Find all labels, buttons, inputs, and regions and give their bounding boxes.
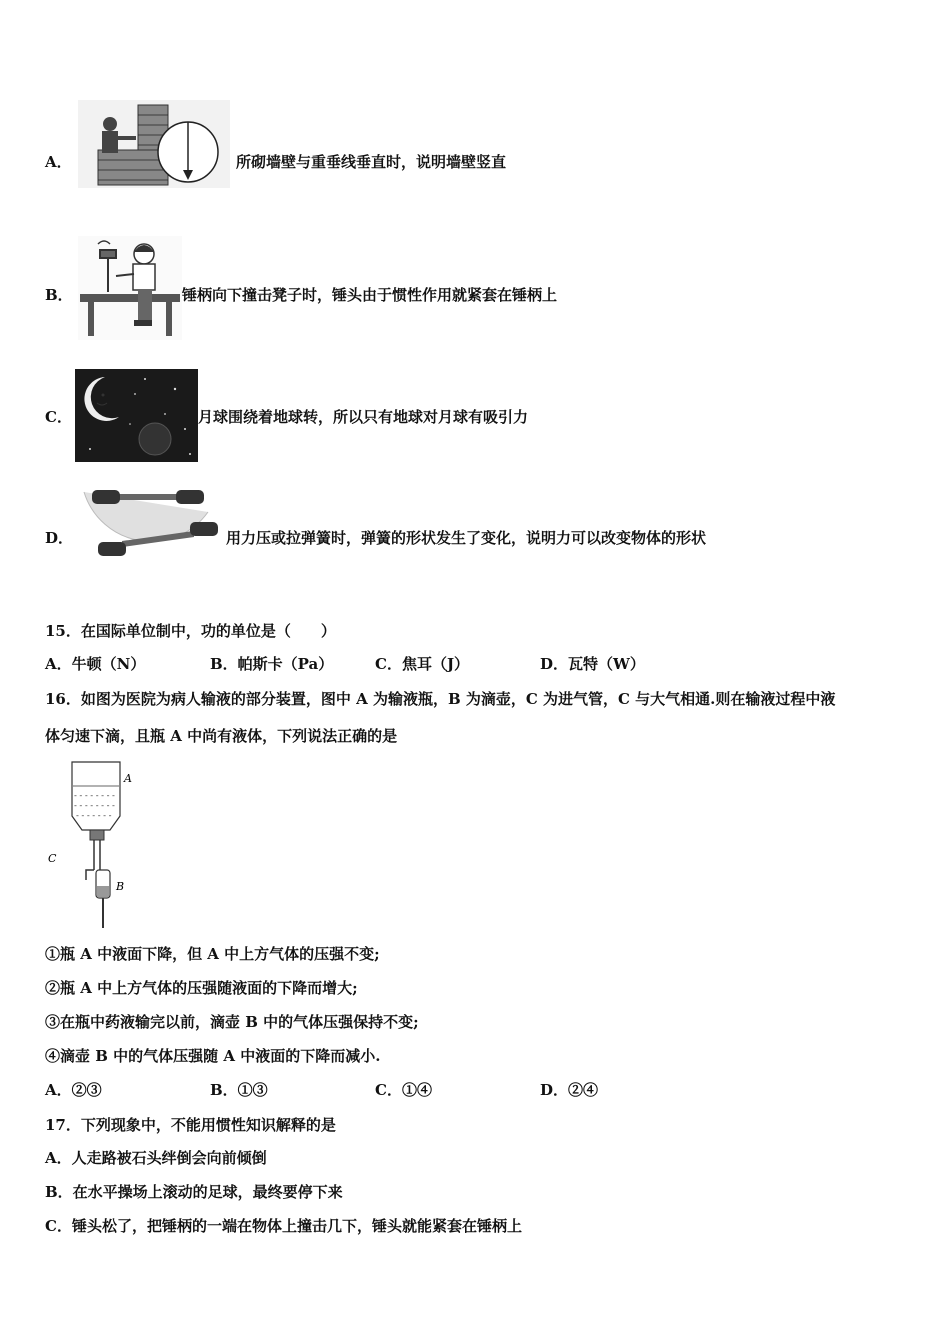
label-a: A [124, 772, 132, 785]
q17-stem: 17．下列现象中，不能用惯性知识解释的是 [45, 1116, 336, 1134]
bench [80, 294, 180, 302]
q16-stem-line2: 体匀速下滴，且瓶 A 中尚有液体，下列说法正确的是 [45, 727, 398, 745]
q16-stem-line1: 16．如图为医院为病人输液的部分装置，图中 A 为输液瓶，B 为滴壶，C 为进气管，C 与大气相通.则在输液过程中液 [45, 690, 836, 708]
label-b: B [116, 880, 125, 893]
spring-hands-figure [78, 482, 224, 574]
option-c-text: 月球围绕着地球转，所以只有地球对月球有吸引力 [198, 408, 529, 426]
earth-icon [139, 423, 171, 455]
q15-option-d: D．瓦特（W） [540, 655, 645, 673]
svg-text:- - - - - - - -: - - - - - - - - [74, 791, 115, 800]
option-b-label: B． [45, 286, 73, 304]
moon-earth-figure [75, 369, 198, 462]
q16-statement-3: ③在瓶中药液输完以前，滴壶 B 中的气体压强保持不变; [45, 1013, 419, 1031]
q16-statement-2: ②瓶 A 中上方气体的压强随液面的下降而增大; [45, 979, 358, 997]
option-a-text: 所砌墙壁与重垂线垂直时，说明墙壁竖直 [236, 153, 507, 171]
q16-statement-1: ①瓶 A 中液面下降，但 A 中上方气体的压强不变; [45, 945, 380, 963]
q15-option-a: A．牛顿（N） [45, 655, 146, 673]
plumb-line-wall-figure [78, 100, 230, 188]
liquid-dots [74, 791, 115, 820]
q16-option-d: D．②④ [540, 1081, 599, 1099]
q17-option-b: B．在水平操场上滚动的足球，最终要停下来 [45, 1183, 343, 1201]
stopper [90, 830, 104, 840]
option-c-label: C． [45, 408, 72, 426]
option-b-text: 锤柄向下撞击凳子时，锤头由于惯性作用就紧套在锤柄上 [182, 286, 558, 304]
q16-option-c: C．①④ [375, 1081, 432, 1099]
q16-option-b: B．①③ [210, 1081, 268, 1099]
spring-top [118, 494, 178, 500]
q15-option-c: C．焦耳（J） [375, 655, 470, 673]
q17-option-a: A．人走路被石头绊倒会向前倾倒 [45, 1149, 267, 1167]
q15-option-b: B．帕斯卡（Pa） [210, 655, 334, 673]
svg-text:- - - - - - - -: - - - - - - - - [74, 801, 115, 810]
q17-option-c: C．锤头松了，把锤柄的一端在物体上撞击几下，锤头就能紧套在锤柄上 [45, 1217, 522, 1235]
label-c: C [48, 852, 57, 865]
hammer-stool-figure [78, 236, 182, 340]
option-d-text: 用力压或拉弹簧时，弹簧的形状发生了变化，说明力可以改变物体的形状 [226, 529, 707, 547]
option-a-label: A． [45, 153, 72, 171]
q16-option-a: A．②③ [45, 1081, 102, 1099]
infusion-apparatus-figure [44, 758, 144, 930]
q15-stem: 15．在国际单位制中，功的单位是（ ） [45, 622, 336, 640]
svg-text:- - - - - - -: - - - - - - - [76, 811, 112, 820]
air-tube-c [86, 870, 94, 880]
option-d-label: D． [45, 529, 74, 547]
q16-statement-4: ④滴壶 B 中的气体压强随 A 中液面的下降而减小. [45, 1047, 381, 1065]
